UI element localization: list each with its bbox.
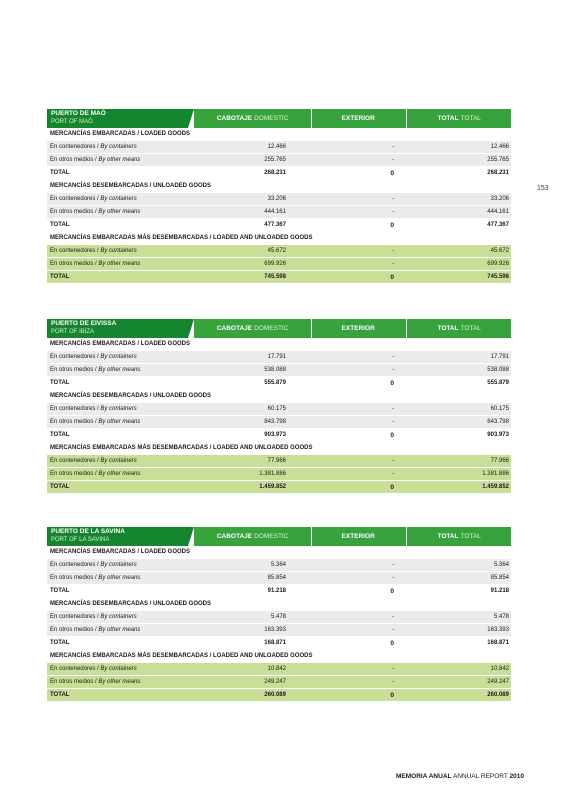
row-label-en: By other means bbox=[98, 367, 141, 373]
table-row bbox=[47, 663, 511, 676]
row-label bbox=[47, 196, 187, 202]
cabotaje-value: 33.206 bbox=[267, 196, 286, 202]
exterior-value: - bbox=[392, 458, 394, 464]
row-label bbox=[47, 354, 187, 360]
exterior-value: 0 bbox=[390, 221, 394, 229]
total-value: 33.206 bbox=[490, 196, 509, 202]
column-header-total bbox=[406, 527, 511, 546]
section-title: MERCANCÍAS EMBARCADAS / LOADED GOODS bbox=[47, 546, 511, 559]
column-exterior-label: EXTERIOR bbox=[341, 325, 375, 332]
row-label-en: By containers bbox=[100, 144, 137, 150]
cabotaje-value: 1.381.886 bbox=[259, 471, 286, 477]
exterior-value: - bbox=[392, 367, 394, 373]
table-row bbox=[47, 193, 511, 206]
total-value: 538.088 bbox=[487, 367, 509, 373]
section-title: MERCANCÍAS EMBARCADAS / LOADED GOODS bbox=[47, 128, 511, 141]
cabotaje-value: 538.088 bbox=[264, 367, 286, 373]
row-label-total: TOTAL bbox=[50, 640, 70, 646]
column-header-cabotaje bbox=[194, 319, 310, 338]
exterior-value: 0 bbox=[390, 587, 394, 595]
row-label bbox=[47, 209, 187, 215]
section-title: MERCANCÍAS EMBARCADAS MÁS DESEMBARCADAS / LOADED AND UNLOADED GOODS bbox=[47, 650, 511, 663]
column-domestic-label: DOMESTIC bbox=[254, 325, 289, 332]
cabotaje-value: 843.798 bbox=[264, 419, 286, 425]
exterior-value: - bbox=[392, 196, 394, 202]
row-label-es: En contenedores / bbox=[50, 614, 99, 620]
cabotaje-value: 163.393 bbox=[264, 627, 286, 633]
column-header-exterior bbox=[311, 527, 407, 546]
row-label-total: TOTAL bbox=[50, 380, 70, 386]
column-exterior-label: EXTERIOR bbox=[341, 533, 375, 540]
row-label bbox=[47, 432, 187, 438]
footer bbox=[396, 773, 524, 780]
table-row bbox=[47, 377, 511, 390]
column-header-total bbox=[406, 319, 511, 338]
table-row bbox=[47, 271, 511, 284]
table-row bbox=[47, 572, 511, 585]
footer-subtitle: ANNUAL REPORT bbox=[452, 773, 508, 780]
row-label-total: TOTAL bbox=[50, 692, 70, 698]
total-value: 477.367 bbox=[487, 222, 509, 228]
total-value: 85.854 bbox=[490, 575, 509, 581]
table-row bbox=[47, 455, 511, 468]
exterior-value: - bbox=[392, 627, 394, 633]
table-row bbox=[47, 351, 511, 364]
row-label-es: En contenedores / bbox=[50, 562, 99, 568]
row-label-en: By containers bbox=[100, 562, 137, 568]
port-name-en: PORT OF MAÓ bbox=[51, 119, 93, 125]
port-table-la-savina bbox=[47, 527, 511, 702]
table-row bbox=[47, 468, 511, 481]
row-label bbox=[47, 261, 187, 267]
row-label-en: By other means bbox=[98, 157, 141, 163]
column-total-label: TOTAL bbox=[437, 325, 459, 332]
cabotaje-value: 45.672 bbox=[267, 248, 286, 254]
column-header-exterior bbox=[311, 319, 407, 338]
row-label bbox=[47, 640, 187, 646]
footer-title: MEMORIA ANUAL bbox=[396, 773, 452, 780]
row-label-total: TOTAL bbox=[50, 484, 70, 490]
table-header bbox=[47, 319, 511, 338]
table-row bbox=[47, 403, 511, 416]
column-total-en-label: TOTAL bbox=[460, 115, 481, 122]
row-label-total: TOTAL bbox=[50, 274, 70, 280]
cabotaje-value: 17.791 bbox=[267, 354, 286, 360]
exterior-value: - bbox=[392, 354, 394, 360]
exterior-value: - bbox=[392, 406, 394, 412]
row-label-en: By other means bbox=[98, 209, 141, 215]
total-value: 12.466 bbox=[490, 144, 509, 150]
exterior-value: - bbox=[392, 157, 394, 163]
row-label bbox=[47, 614, 187, 620]
row-label-es: En contenedores / bbox=[50, 406, 99, 412]
cabotaje-value: 699.926 bbox=[264, 261, 286, 267]
column-header-total bbox=[406, 109, 511, 128]
row-label-es: En contenedores / bbox=[50, 144, 99, 150]
row-label-total: TOTAL bbox=[50, 170, 70, 176]
row-label bbox=[47, 222, 187, 228]
table-row bbox=[47, 141, 511, 154]
row-label bbox=[47, 274, 187, 280]
cabotaje-value: 77.966 bbox=[267, 458, 286, 464]
column-cabotaje-label: CABOTAJE bbox=[216, 115, 253, 122]
section-title: MERCANCÍAS EMBARCADAS MÁS DESEMBARCADAS / LOADED AND UNLOADED GOODS bbox=[47, 232, 511, 245]
total-value: 17.791 bbox=[490, 354, 509, 360]
row-label-en: By containers bbox=[100, 354, 137, 360]
section-title: MERCANCÍAS EMBARCADAS / LOADED GOODS bbox=[47, 338, 511, 351]
row-label bbox=[47, 679, 187, 685]
cabotaje-value: 249.247 bbox=[264, 679, 286, 685]
row-label-en: By other means bbox=[98, 679, 141, 685]
total-value: 168.871 bbox=[487, 640, 509, 646]
row-label-en: By containers bbox=[100, 614, 137, 620]
exterior-value: - bbox=[392, 419, 394, 425]
total-value: 1.381.886 bbox=[482, 471, 509, 477]
row-label-es: En otros medios / bbox=[50, 627, 97, 633]
table-row bbox=[47, 364, 511, 377]
row-label-en: By other means bbox=[98, 419, 141, 425]
total-value: 5.364 bbox=[493, 562, 509, 568]
row-label bbox=[47, 588, 187, 594]
total-value: 255.765 bbox=[487, 157, 509, 163]
exterior-value: 0 bbox=[390, 169, 394, 177]
column-cabotaje-label: CABOTAJE bbox=[216, 533, 253, 540]
row-label bbox=[47, 419, 187, 425]
cabotaje-value: 255.765 bbox=[264, 157, 286, 163]
total-value: 843.798 bbox=[487, 419, 509, 425]
row-label-en: By other means bbox=[98, 261, 141, 267]
cabotaje-value: 5.364 bbox=[270, 562, 286, 568]
row-label-es: En otros medios / bbox=[50, 367, 97, 373]
row-label-total: TOTAL bbox=[50, 588, 70, 594]
row-label bbox=[47, 406, 187, 412]
cabotaje-value: 745.598 bbox=[264, 274, 286, 280]
port-table-eivissa bbox=[47, 319, 511, 494]
row-label bbox=[47, 157, 187, 163]
table-row bbox=[47, 258, 511, 271]
row-label bbox=[47, 562, 187, 568]
row-label-en: By containers bbox=[100, 406, 137, 412]
row-label-es: En otros medios / bbox=[50, 419, 97, 425]
total-value: 45.672 bbox=[490, 248, 509, 254]
row-label-es: En contenedores / bbox=[50, 354, 99, 360]
row-label bbox=[47, 170, 187, 176]
row-label-es: En otros medios / bbox=[50, 209, 97, 215]
table-row bbox=[47, 245, 511, 258]
column-header-cabotaje bbox=[194, 109, 310, 128]
row-label bbox=[47, 144, 187, 150]
column-header-exterior bbox=[311, 109, 407, 128]
table-row bbox=[47, 637, 511, 650]
total-value: 1.459.852 bbox=[482, 484, 509, 490]
cabotaje-value: 555.879 bbox=[264, 380, 286, 386]
column-header-cabotaje bbox=[194, 527, 310, 546]
total-value: 249.247 bbox=[487, 679, 509, 685]
exterior-value: - bbox=[392, 614, 394, 620]
cabotaje-value: 91.218 bbox=[267, 588, 286, 594]
total-value: 260.089 bbox=[487, 692, 509, 698]
column-total-en-label: TOTAL bbox=[460, 533, 481, 540]
cabotaje-value: 10.842 bbox=[267, 666, 286, 672]
section-title: MERCANCÍAS DESEMBARCADAS / UNLOADED GOODS bbox=[47, 180, 511, 193]
port-name: PUERTO DE MAÓ bbox=[51, 110, 106, 117]
exterior-value: - bbox=[392, 144, 394, 150]
exterior-value: 0 bbox=[390, 431, 394, 439]
table-row bbox=[47, 611, 511, 624]
port-name-en: PORT OF LA SAVINA bbox=[51, 537, 110, 543]
column-cabotaje-label: CABOTAJE bbox=[216, 325, 253, 332]
row-label-total: TOTAL bbox=[50, 222, 70, 228]
total-value: 699.926 bbox=[487, 261, 509, 267]
row-label-es: En otros medios / bbox=[50, 575, 97, 581]
table-row bbox=[47, 429, 511, 442]
exterior-value: - bbox=[392, 575, 394, 581]
section-title: MERCANCÍAS DESEMBARCADAS / UNLOADED GOODS bbox=[47, 598, 511, 611]
column-domestic-label: DOMESTIC bbox=[254, 115, 289, 122]
total-value: 268.231 bbox=[487, 170, 509, 176]
table-row bbox=[47, 481, 511, 494]
exterior-value: - bbox=[392, 666, 394, 672]
cabotaje-value: 903.973 bbox=[264, 432, 286, 438]
row-label-total: TOTAL bbox=[50, 432, 70, 438]
cabotaje-value: 444.161 bbox=[264, 209, 286, 215]
cabotaje-value: 260.089 bbox=[264, 692, 286, 698]
row-label-en: By other means bbox=[98, 575, 141, 581]
row-label-en: By other means bbox=[98, 471, 141, 477]
table-row bbox=[47, 624, 511, 637]
cabotaje-value: 60.175 bbox=[267, 406, 286, 412]
row-label-es: En otros medios / bbox=[50, 679, 97, 685]
row-label bbox=[47, 666, 187, 672]
column-total-label: TOTAL bbox=[437, 115, 459, 122]
row-label bbox=[47, 692, 187, 698]
exterior-value: - bbox=[392, 471, 394, 477]
row-label bbox=[47, 471, 187, 477]
row-label-en: By other means bbox=[98, 627, 141, 633]
row-label-en: By containers bbox=[100, 248, 137, 254]
exterior-value: - bbox=[392, 679, 394, 685]
column-total-label: TOTAL bbox=[437, 533, 459, 540]
column-exterior-label: EXTERIOR bbox=[341, 115, 375, 122]
port-name-cell bbox=[47, 527, 188, 546]
cabotaje-value: 168.871 bbox=[264, 640, 286, 646]
cabotaje-value: 268.231 bbox=[264, 170, 286, 176]
row-label-es: En otros medios / bbox=[50, 157, 97, 163]
total-value: 444.161 bbox=[487, 209, 509, 215]
exterior-value: 0 bbox=[390, 273, 394, 281]
table-header bbox=[47, 527, 511, 546]
row-label bbox=[47, 484, 187, 490]
row-label-es: En contenedores / bbox=[50, 666, 99, 672]
total-value: 91.218 bbox=[490, 588, 509, 594]
cabotaje-value: 477.367 bbox=[264, 222, 286, 228]
row-label-es: En contenedores / bbox=[50, 248, 99, 254]
table-row bbox=[47, 585, 511, 598]
exterior-value: 0 bbox=[390, 639, 394, 647]
total-value: 745.598 bbox=[487, 274, 509, 280]
cabotaje-value: 1.459.852 bbox=[259, 484, 286, 490]
total-value: 903.973 bbox=[487, 432, 509, 438]
table-row bbox=[47, 676, 511, 689]
column-total-en-label: TOTAL bbox=[460, 325, 481, 332]
table-row bbox=[47, 689, 511, 702]
table-row bbox=[47, 167, 511, 180]
row-label bbox=[47, 458, 187, 464]
total-value: 10.842 bbox=[490, 666, 509, 672]
row-label bbox=[47, 367, 187, 373]
row-label bbox=[47, 248, 187, 254]
table-header bbox=[47, 109, 511, 128]
port-name: PUERTO DE LA SAVINA bbox=[51, 528, 125, 535]
port-name-cell bbox=[47, 319, 188, 338]
total-value: 60.175 bbox=[490, 406, 509, 412]
row-label-es: En contenedores / bbox=[50, 458, 99, 464]
table-row bbox=[47, 206, 511, 219]
total-value: 77.966 bbox=[490, 458, 509, 464]
cabotaje-value: 85.854 bbox=[267, 575, 286, 581]
total-value: 5.478 bbox=[493, 614, 509, 620]
table-row bbox=[47, 219, 511, 232]
page-number: 153 bbox=[537, 185, 549, 192]
row-label-en: By containers bbox=[100, 666, 137, 672]
port-table-mao bbox=[47, 109, 511, 284]
row-label-en: By containers bbox=[100, 196, 137, 202]
row-label bbox=[47, 627, 187, 633]
row-label-en: By containers bbox=[100, 458, 137, 464]
footer-year: 2010 bbox=[509, 773, 525, 780]
total-value: 555.879 bbox=[487, 380, 509, 386]
port-name-en: PORT OF IBIZA bbox=[51, 329, 95, 335]
exterior-value: 0 bbox=[390, 691, 394, 699]
table-row bbox=[47, 559, 511, 572]
row-label-es: En otros medios / bbox=[50, 261, 97, 267]
row-label bbox=[47, 575, 187, 581]
cabotaje-value: 5.478 bbox=[270, 614, 286, 620]
row-label bbox=[47, 380, 187, 386]
column-domestic-label: DOMESTIC bbox=[254, 533, 289, 540]
total-value: 163.393 bbox=[487, 627, 509, 633]
port-name: PUERTO DE EIVISSA bbox=[51, 320, 117, 327]
section-title: MERCANCÍAS DESEMBARCADAS / UNLOADED GOODS bbox=[47, 390, 511, 403]
table-row bbox=[47, 154, 511, 167]
cabotaje-value: 12.466 bbox=[267, 144, 286, 150]
exterior-value: - bbox=[392, 562, 394, 568]
table-row bbox=[47, 416, 511, 429]
section-title: MERCANCÍAS EMBARCADAS MÁS DESEMBARCADAS / LOADED AND UNLOADED GOODS bbox=[47, 442, 511, 455]
exterior-value: 0 bbox=[390, 379, 394, 387]
exterior-value: - bbox=[392, 261, 394, 267]
exterior-value: 0 bbox=[390, 483, 394, 491]
row-label-es: En otros medios / bbox=[50, 471, 97, 477]
exterior-value: - bbox=[392, 248, 394, 254]
exterior-value: - bbox=[392, 209, 394, 215]
port-name-cell bbox=[47, 109, 188, 128]
row-label-es: En contenedores / bbox=[50, 196, 99, 202]
